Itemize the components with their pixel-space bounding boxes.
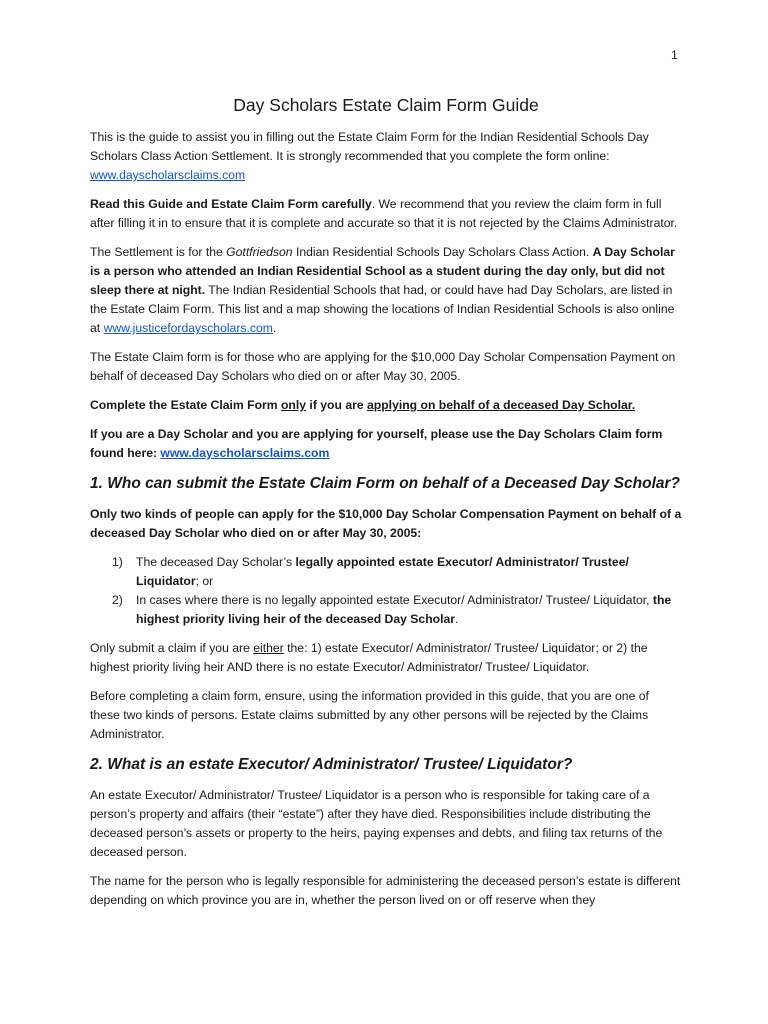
- before-completing-paragraph: Before completing a claim form, ensure, using the information provided in this guide, that you are one of these two kinds of persons. Estate claims submitted by any other persons will be rejected by the Claims Administrator.: [90, 689, 649, 741]
- name-differs-paragraph: The name for the person who is legally responsible for administering the deceased person’s estate is different depending on which province you are in, whether the person lived on or off reserve when they: [90, 874, 681, 907]
- complete-only-text-2: if you are: [306, 398, 368, 412]
- section-1-intro-bold: Only two kinds of people can apply for the $10,000 Day Scholar Compensation Payment on behalf of a deceased Day Scholar who died on or after May 30, 2005:: [90, 507, 682, 540]
- section-1-intro: [90, 505, 682, 543]
- only-submit-paragraph: [90, 639, 682, 677]
- page-number: 1: [671, 48, 678, 62]
- list-number: 2): [112, 593, 123, 607]
- section-2-heading: 2. What is an estate Executor/ Administrator/ Trustee/ Liquidator?: [90, 756, 573, 773]
- gottfriedson-italic: Gottfriedson: [226, 245, 293, 259]
- list-item: [90, 591, 682, 629]
- read-guide-paragraph: [90, 195, 682, 233]
- read-guide-text: . We recommend that you review the claim form in full after filling it in to ensure that it is complete and accurate so that it is not rejected by the Claims Administrator.: [90, 197, 678, 230]
- day-scholar-definition: A Day Scholar is a person who attended an Indian Residential School as a student during the day only, but did not sleep there at night.: [90, 245, 675, 297]
- estate-form-paragraph: The Estate Claim form is for those who are applying for the $10,000 Day Scholar Compensation Payment on behalf of deceased Day Scholars who died on or after May 30, 2005.: [90, 350, 676, 383]
- executor-definition-paragraph: An estate Executor/ Administrator/ Trustee/ Liquidator is a person who is responsible for taking care of a person’s property and affairs (their “estate”) after they have died. Responsibilities include distributing the deceased person’s assets or property to the heirs, paying expenses and debts, and filing tax returns of the deceased person.: [90, 788, 663, 859]
- deceased-underlined: applying on behalf of a deceased Day Scholar.: [367, 398, 636, 412]
- settlement-text-1: The Settlement is for the: [90, 245, 227, 259]
- dayscholarsclaims-link-2[interactable]: www.dayscholarsclaims.com: [160, 446, 330, 460]
- either-underlined: either: [253, 641, 284, 655]
- document-title: Day Scholars Estate Claim Form Guide: [233, 95, 539, 115]
- only-underlined: only: [280, 398, 307, 412]
- read-guide-bold: Read this Guide and Estate Claim Form carefully: [90, 197, 372, 211]
- list-text-end: .: [455, 612, 459, 626]
- settlement-text-4: .: [272, 321, 277, 335]
- list-item: [90, 553, 682, 591]
- yourself-bold: If you are a Day Scholar and you are applying for yourself, please use the Day Scholars Claim form found here:: [90, 427, 663, 460]
- yourself-paragraph: [90, 425, 682, 463]
- only-submit-text-2: the: 1) estate Executor/ Administrator/ Trustee/ Liquidator; or 2) the highest priority living heir AND there is no estate Executor/ Administrator/ Trustee/ Liquidator.: [90, 641, 648, 674]
- settlement-paragraph: [90, 243, 682, 338]
- complete-only-text-1: Complete the Estate Claim Form: [90, 398, 281, 412]
- list-text: In cases where there is no legally appointed estate Executor/ Administrator/ Trustee/ Liquidator,: [136, 593, 653, 607]
- document-body: [90, 92, 682, 920]
- applicant-list: [90, 553, 682, 629]
- intro-paragraph: [90, 128, 682, 185]
- justicefordayscholars-link[interactable]: www.justicefordayscholars.com: [103, 321, 273, 335]
- list-text-end: ; or: [195, 574, 214, 588]
- intro-text: This is the guide to assist you in filling out the Estate Claim Form for the Indian Residential Schools Day Scholars Class Action Settlement. It is strongly recommended that you complete the form online:: [90, 130, 649, 163]
- list-number: 1): [112, 555, 123, 569]
- section-1-heading: 1. Who can submit the Estate Claim Form on behalf of a Deceased Day Scholar?: [90, 475, 680, 492]
- list-bold: the highest priority living heir of the deceased Day Scholar: [136, 593, 672, 626]
- complete-only-paragraph: [90, 396, 682, 415]
- list-bold: legally appointed estate Executor/ Administrator/ Trustee/ Liquidator: [136, 555, 629, 588]
- settlement-text-3: The Indian Residential Schools that had, or could have had Day Scholars, are listed in the Estate Claim Form. This list and a map showing the locations of Indian Residential Schools is also online at: [90, 283, 675, 335]
- list-text: The deceased Day Scholar’s: [136, 555, 296, 569]
- only-submit-text-1: Only submit a claim if you are: [90, 641, 254, 655]
- settlement-text-2: Indian Residential Schools Day Scholars Class Action.: [292, 245, 593, 259]
- dayscholarsclaims-link[interactable]: www.dayscholarsclaims.com: [90, 168, 246, 182]
